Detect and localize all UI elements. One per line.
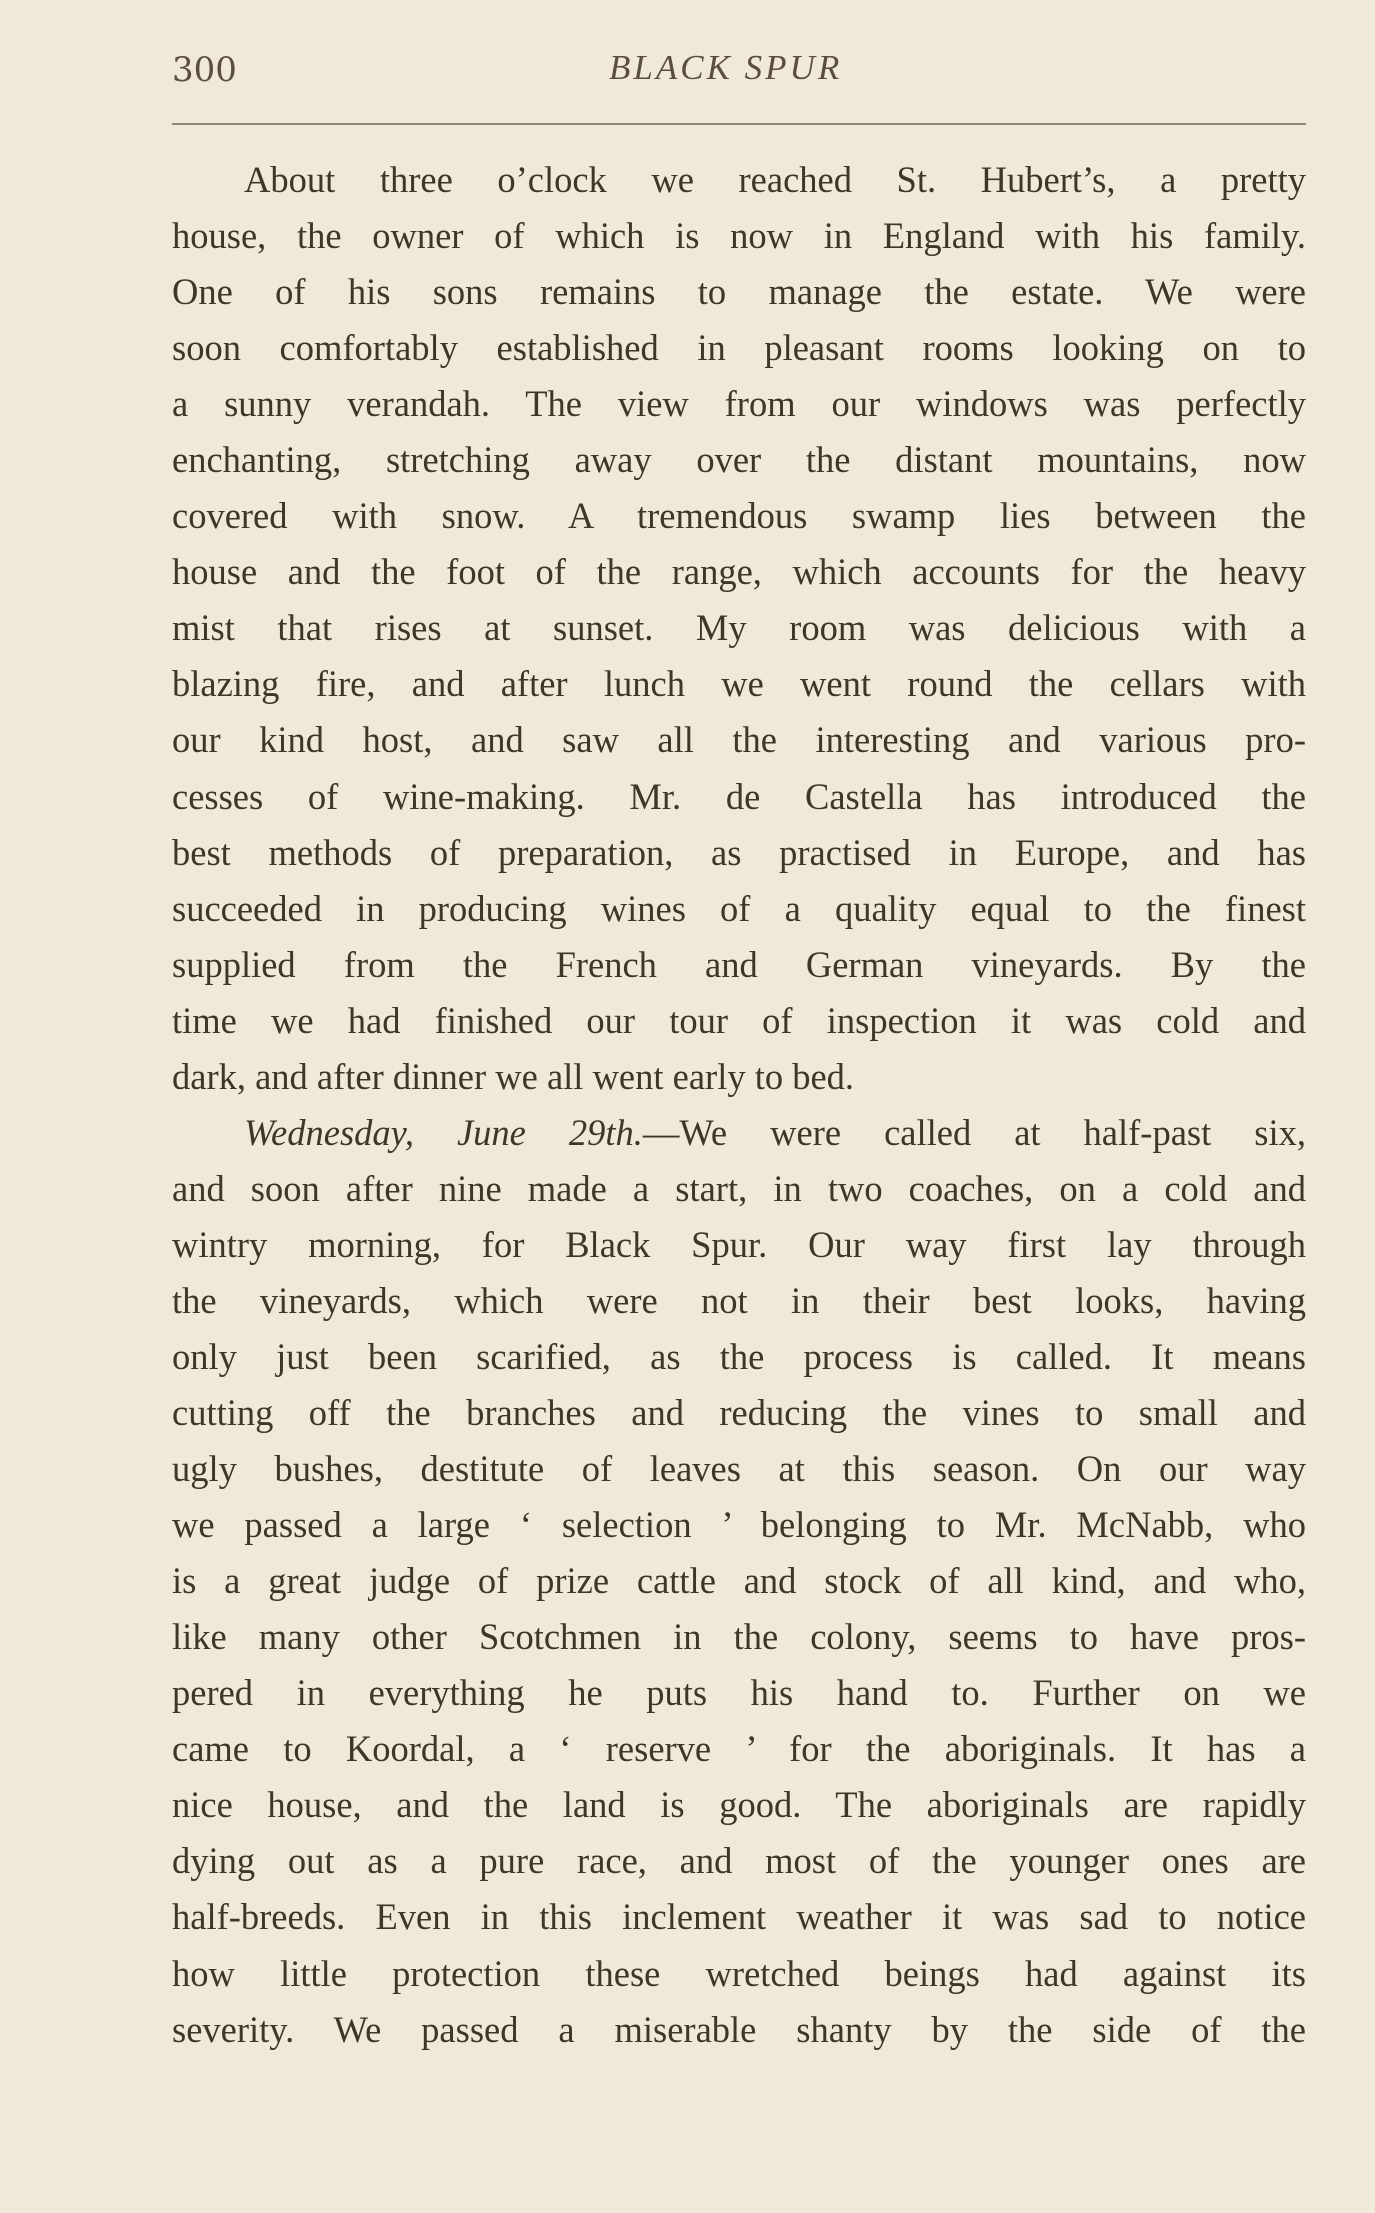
running-head	[172, 50, 1302, 120]
text-line-dated	[172, 1105, 1306, 1161]
text-line: severity. We passed a miserable shanty by the side of the	[172, 2008, 1306, 2050]
header-rule	[172, 123, 1306, 125]
text-line: we passed a large ‘ selection ’ belonging to Mr. McNabb, who	[172, 1504, 1306, 1546]
page-number: 300	[172, 50, 237, 90]
running-title: BLACK SPUR	[609, 48, 843, 87]
text-fragment: —We were called at half-past six,	[642, 1111, 1306, 1153]
text-line: like many other Scotchmen in the colony, seems to have pros-	[172, 1616, 1306, 1658]
text-line: ugly bushes, destitute of leaves at this season. On our way	[172, 1448, 1306, 1490]
text-line: succeeded in producing wines of a quality equal to the finest	[172, 887, 1306, 929]
text-line: how little protection these wretched beings had against its	[172, 1952, 1306, 1994]
text-line: soon comfortably established in pleasant rooms looking on to	[172, 327, 1306, 369]
text-line: came to Koordal, a ‘ reserve ’ for the aboriginals. It has a	[172, 1728, 1306, 1770]
text-line: dark, and after dinner we all went early to bed.	[172, 1055, 855, 1097]
text-line: our kind host, and saw all the interesting and various pro-	[172, 719, 1306, 761]
text-line: half-breeds. Even in this inclement weather it was sad to notice	[172, 1896, 1306, 1938]
text-line: time we had finished our tour of inspection it was cold and	[172, 999, 1306, 1041]
text-line: house and the foot of the range, which accounts for the heavy	[172, 551, 1306, 593]
text-line: cesses of wine-making. Mr. de Castella has introduced the	[172, 775, 1306, 817]
body-text	[172, 152, 1306, 2058]
text-line: covered with snow. A tremendous swamp lies between the	[172, 495, 1306, 537]
text-line: pered in everything he puts his hand to. Further on we	[172, 1672, 1306, 1714]
text-line: dying out as a pure race, and most of the younger ones are	[172, 1840, 1306, 1882]
text-line: supplied from the French and German vineyards. By the	[172, 943, 1306, 985]
text-line: best methods of preparation, as practised in Europe, and has	[172, 831, 1306, 873]
text-line: house, the owner of which is now in England with his family.	[172, 215, 1306, 257]
text-line: wintry morning, for Black Spur. Our way first lay through	[172, 1223, 1306, 1265]
text-line: the vineyards, which were not in their best looks, having	[172, 1279, 1306, 1321]
text-line: mist that rises at sunset. My room was delicious with a	[172, 607, 1306, 649]
text-line: enchanting, stretching away over the distant mountains, now	[172, 439, 1306, 481]
diary-date: Wednesday, June 29th.	[244, 1111, 643, 1153]
text-line: blazing fire, and after lunch we went round the cellars with	[172, 663, 1306, 705]
text-line: nice house, and the land is good. The aboriginals are rapidly	[172, 1784, 1306, 1826]
text-line: a sunny verandah. The view from our windows was perfectly	[172, 383, 1306, 425]
text-line: About three o’clock we reached St. Hubert’s, a pretty	[244, 159, 1306, 200]
text-line: is a great judge of prize cattle and stock of all kind, and who,	[172, 1560, 1306, 1602]
text-line: cutting off the branches and reducing the vines to small and	[172, 1392, 1306, 1434]
text-line: and soon after nine made a start, in two coaches, on a cold and	[172, 1167, 1306, 1209]
text-line: only just been scarified, as the process is called. It means	[172, 1335, 1306, 1377]
text-line: One of his sons remains to manage the estate. We were	[172, 271, 1306, 313]
